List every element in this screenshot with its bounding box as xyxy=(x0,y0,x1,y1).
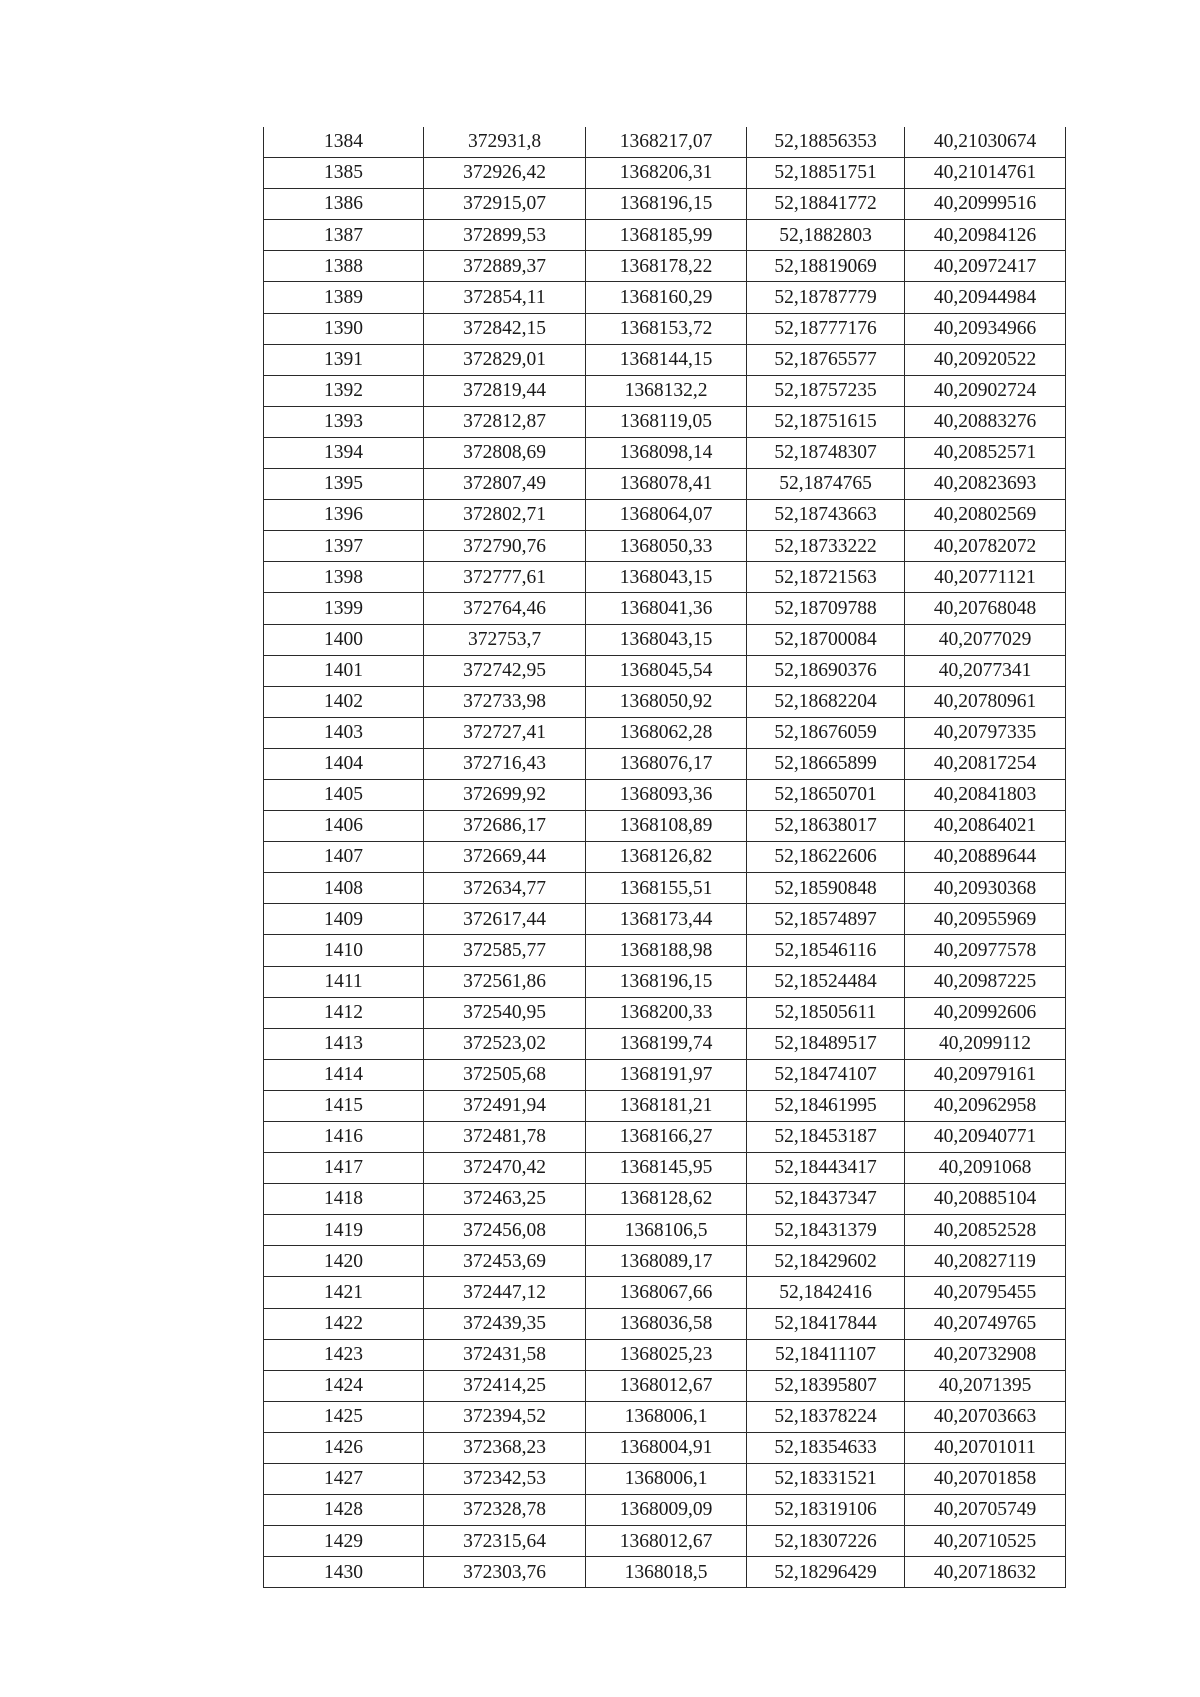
x-coordinate-cell: 372470,42 xyxy=(424,1153,586,1184)
longitude-cell: 40,20768048 xyxy=(905,593,1066,624)
longitude-cell: 40,20885104 xyxy=(905,1184,1066,1215)
longitude-cell: 40,20955969 xyxy=(905,904,1066,935)
point-number-cell: 1411 xyxy=(264,966,424,997)
longitude-cell: 40,20977578 xyxy=(905,935,1066,966)
longitude-cell: 40,20987225 xyxy=(905,966,1066,997)
longitude-cell: 40,20883276 xyxy=(905,406,1066,437)
x-coordinate-cell: 372414,25 xyxy=(424,1370,586,1401)
y-coordinate-cell: 1368006,1 xyxy=(586,1464,747,1495)
x-coordinate-cell: 372899,53 xyxy=(424,220,586,251)
latitude-cell: 52,18378224 xyxy=(747,1401,905,1432)
x-coordinate-cell: 372764,46 xyxy=(424,593,586,624)
latitude-cell: 52,18721563 xyxy=(747,562,905,593)
table-row xyxy=(264,1184,1066,1215)
longitude-cell: 40,20802569 xyxy=(905,500,1066,531)
y-coordinate-cell: 1368200,33 xyxy=(586,997,747,1028)
latitude-cell: 52,1842416 xyxy=(747,1277,905,1308)
point-number-cell: 1418 xyxy=(264,1184,424,1215)
y-coordinate-cell: 1368004,91 xyxy=(586,1432,747,1463)
x-coordinate-cell: 372802,71 xyxy=(424,500,586,531)
longitude-cell: 40,20817254 xyxy=(905,748,1066,779)
x-coordinate-cell: 372463,25 xyxy=(424,1184,586,1215)
y-coordinate-cell: 1368119,05 xyxy=(586,406,747,437)
longitude-cell: 40,20705749 xyxy=(905,1495,1066,1526)
table-row xyxy=(264,313,1066,344)
point-number-cell: 1409 xyxy=(264,904,424,935)
longitude-cell: 40,20795455 xyxy=(905,1277,1066,1308)
latitude-cell: 52,18437347 xyxy=(747,1184,905,1215)
longitude-cell: 40,20984126 xyxy=(905,220,1066,251)
x-coordinate-cell: 372481,78 xyxy=(424,1122,586,1153)
x-coordinate-cell: 372669,44 xyxy=(424,842,586,873)
table-row xyxy=(264,375,1066,406)
latitude-cell: 52,18574897 xyxy=(747,904,905,935)
x-coordinate-cell: 372585,77 xyxy=(424,935,586,966)
point-number-cell: 1387 xyxy=(264,220,424,251)
y-coordinate-cell: 1368144,15 xyxy=(586,344,747,375)
longitude-cell: 40,2099112 xyxy=(905,1028,1066,1059)
point-number-cell: 1422 xyxy=(264,1308,424,1339)
point-number-cell: 1408 xyxy=(264,873,424,904)
table-row xyxy=(264,344,1066,375)
y-coordinate-cell: 1368098,14 xyxy=(586,437,747,468)
table-row xyxy=(264,1090,1066,1121)
table-row xyxy=(264,531,1066,562)
y-coordinate-cell: 1368062,28 xyxy=(586,717,747,748)
longitude-cell: 40,20852528 xyxy=(905,1215,1066,1246)
x-coordinate-cell: 372328,78 xyxy=(424,1495,586,1526)
table-row xyxy=(264,500,1066,531)
point-number-cell: 1425 xyxy=(264,1401,424,1432)
latitude-cell: 52,18787779 xyxy=(747,282,905,313)
x-coordinate-cell: 372915,07 xyxy=(424,189,586,220)
y-coordinate-cell: 1368050,92 xyxy=(586,686,747,717)
latitude-cell: 52,18851751 xyxy=(747,158,905,189)
table-row xyxy=(264,1122,1066,1153)
point-number-cell: 1416 xyxy=(264,1122,424,1153)
latitude-cell: 52,18546116 xyxy=(747,935,905,966)
longitude-cell: 40,20749765 xyxy=(905,1308,1066,1339)
longitude-cell: 40,20718632 xyxy=(905,1557,1066,1588)
y-coordinate-cell: 1368132,2 xyxy=(586,375,747,406)
latitude-cell: 52,18443417 xyxy=(747,1153,905,1184)
latitude-cell: 52,18319106 xyxy=(747,1495,905,1526)
point-number-cell: 1407 xyxy=(264,842,424,873)
longitude-cell: 40,2077029 xyxy=(905,624,1066,655)
x-coordinate-cell: 372540,95 xyxy=(424,997,586,1028)
x-coordinate-cell: 372812,87 xyxy=(424,406,586,437)
x-coordinate-cell: 372742,95 xyxy=(424,655,586,686)
latitude-cell: 52,1882803 xyxy=(747,220,905,251)
y-coordinate-cell: 1368145,95 xyxy=(586,1153,747,1184)
x-coordinate-cell: 372889,37 xyxy=(424,251,586,282)
x-coordinate-cell: 372561,86 xyxy=(424,966,586,997)
y-coordinate-cell: 1368153,72 xyxy=(586,313,747,344)
table-row xyxy=(264,189,1066,220)
longitude-cell: 40,20902724 xyxy=(905,375,1066,406)
x-coordinate-cell: 372453,69 xyxy=(424,1246,586,1277)
point-number-cell: 1395 xyxy=(264,469,424,500)
latitude-cell: 52,18590848 xyxy=(747,873,905,904)
x-coordinate-cell: 372342,53 xyxy=(424,1464,586,1495)
y-coordinate-cell: 1368196,15 xyxy=(586,966,747,997)
latitude-cell: 52,18819069 xyxy=(747,251,905,282)
x-coordinate-cell: 372807,49 xyxy=(424,469,586,500)
table-row xyxy=(264,873,1066,904)
longitude-cell: 40,20992606 xyxy=(905,997,1066,1028)
latitude-cell: 52,18461995 xyxy=(747,1090,905,1121)
y-coordinate-cell: 1368155,51 xyxy=(586,873,747,904)
point-number-cell: 1394 xyxy=(264,437,424,468)
table-row xyxy=(264,1370,1066,1401)
point-number-cell: 1404 xyxy=(264,748,424,779)
latitude-cell: 52,18429602 xyxy=(747,1246,905,1277)
point-number-cell: 1428 xyxy=(264,1495,424,1526)
point-number-cell: 1430 xyxy=(264,1557,424,1588)
y-coordinate-cell: 1368025,23 xyxy=(586,1339,747,1370)
longitude-cell: 40,20701858 xyxy=(905,1464,1066,1495)
longitude-cell: 40,20771121 xyxy=(905,562,1066,593)
point-number-cell: 1415 xyxy=(264,1090,424,1121)
x-coordinate-cell: 372716,43 xyxy=(424,748,586,779)
latitude-cell: 52,18622606 xyxy=(747,842,905,873)
point-number-cell: 1402 xyxy=(264,686,424,717)
table-row xyxy=(264,1308,1066,1339)
table-row xyxy=(264,158,1066,189)
table-row xyxy=(264,717,1066,748)
latitude-cell: 52,18765577 xyxy=(747,344,905,375)
point-number-cell: 1417 xyxy=(264,1153,424,1184)
table-row xyxy=(264,220,1066,251)
table-row xyxy=(264,779,1066,810)
point-number-cell: 1393 xyxy=(264,406,424,437)
point-number-cell: 1405 xyxy=(264,779,424,810)
longitude-cell: 40,20999516 xyxy=(905,189,1066,220)
latitude-cell: 52,18665899 xyxy=(747,748,905,779)
latitude-cell: 52,18331521 xyxy=(747,1464,905,1495)
longitude-cell: 40,20920522 xyxy=(905,344,1066,375)
point-number-cell: 1400 xyxy=(264,624,424,655)
x-coordinate-cell: 372439,35 xyxy=(424,1308,586,1339)
x-coordinate-cell: 372854,11 xyxy=(424,282,586,313)
x-coordinate-cell: 372733,98 xyxy=(424,686,586,717)
y-coordinate-cell: 1368178,22 xyxy=(586,251,747,282)
x-coordinate-cell: 372931,8 xyxy=(424,127,586,158)
latitude-cell: 52,18638017 xyxy=(747,811,905,842)
x-coordinate-cell: 372790,76 xyxy=(424,531,586,562)
y-coordinate-cell: 1368067,66 xyxy=(586,1277,747,1308)
latitude-cell: 52,18676059 xyxy=(747,717,905,748)
longitude-cell: 40,20703663 xyxy=(905,1401,1066,1432)
longitude-cell: 40,20823693 xyxy=(905,469,1066,500)
latitude-cell: 52,18489517 xyxy=(747,1028,905,1059)
y-coordinate-cell: 1368106,5 xyxy=(586,1215,747,1246)
longitude-cell: 40,20864021 xyxy=(905,811,1066,842)
y-coordinate-cell: 1368173,44 xyxy=(586,904,747,935)
latitude-cell: 52,18650701 xyxy=(747,779,905,810)
longitude-cell: 40,20782072 xyxy=(905,531,1066,562)
point-number-cell: 1390 xyxy=(264,313,424,344)
latitude-cell: 52,18296429 xyxy=(747,1557,905,1588)
latitude-cell: 52,18395807 xyxy=(747,1370,905,1401)
x-coordinate-cell: 372777,61 xyxy=(424,562,586,593)
point-number-cell: 1403 xyxy=(264,717,424,748)
y-coordinate-cell: 1368078,41 xyxy=(586,469,747,500)
latitude-cell: 52,1874765 xyxy=(747,469,905,500)
y-coordinate-cell: 1368166,27 xyxy=(586,1122,747,1153)
table-row xyxy=(264,935,1066,966)
x-coordinate-cell: 372634,77 xyxy=(424,873,586,904)
table-row xyxy=(264,1495,1066,1526)
x-coordinate-cell: 372368,23 xyxy=(424,1432,586,1463)
latitude-cell: 52,18690376 xyxy=(747,655,905,686)
table-row xyxy=(264,1401,1066,1432)
latitude-cell: 52,18474107 xyxy=(747,1059,905,1090)
y-coordinate-cell: 1368076,17 xyxy=(586,748,747,779)
longitude-cell: 40,2091068 xyxy=(905,1153,1066,1184)
point-number-cell: 1385 xyxy=(264,158,424,189)
latitude-cell: 52,18524484 xyxy=(747,966,905,997)
table-row xyxy=(264,1246,1066,1277)
y-coordinate-cell: 1368043,15 xyxy=(586,562,747,593)
latitude-cell: 52,18682204 xyxy=(747,686,905,717)
longitude-cell: 40,20841803 xyxy=(905,779,1066,810)
longitude-cell: 40,20972417 xyxy=(905,251,1066,282)
point-number-cell: 1401 xyxy=(264,655,424,686)
longitude-cell: 40,20797335 xyxy=(905,717,1066,748)
y-coordinate-cell: 1368093,36 xyxy=(586,779,747,810)
point-number-cell: 1396 xyxy=(264,500,424,531)
y-coordinate-cell: 1368041,36 xyxy=(586,593,747,624)
y-coordinate-cell: 1368089,17 xyxy=(586,1246,747,1277)
y-coordinate-cell: 1368006,1 xyxy=(586,1401,747,1432)
latitude-cell: 52,18777176 xyxy=(747,313,905,344)
coordinates-table xyxy=(263,127,1066,1588)
x-coordinate-cell: 372617,44 xyxy=(424,904,586,935)
point-number-cell: 1413 xyxy=(264,1028,424,1059)
point-number-cell: 1426 xyxy=(264,1432,424,1463)
point-number-cell: 1399 xyxy=(264,593,424,624)
table-row xyxy=(264,904,1066,935)
point-number-cell: 1398 xyxy=(264,562,424,593)
latitude-cell: 52,18757235 xyxy=(747,375,905,406)
table-row xyxy=(264,1464,1066,1495)
latitude-cell: 52,18505611 xyxy=(747,997,905,1028)
latitude-cell: 52,18700084 xyxy=(747,624,905,655)
latitude-cell: 52,18411107 xyxy=(747,1339,905,1370)
coordinates-table-body xyxy=(264,127,1066,1588)
x-coordinate-cell: 372819,44 xyxy=(424,375,586,406)
x-coordinate-cell: 372523,02 xyxy=(424,1028,586,1059)
y-coordinate-cell: 1368036,58 xyxy=(586,1308,747,1339)
table-row xyxy=(264,1059,1066,1090)
latitude-cell: 52,18743663 xyxy=(747,500,905,531)
x-coordinate-cell: 372491,94 xyxy=(424,1090,586,1121)
longitude-cell: 40,20827119 xyxy=(905,1246,1066,1277)
table-row xyxy=(264,406,1066,437)
point-number-cell: 1414 xyxy=(264,1059,424,1090)
point-number-cell: 1410 xyxy=(264,935,424,966)
table-row xyxy=(264,251,1066,282)
y-coordinate-cell: 1368012,67 xyxy=(586,1370,747,1401)
x-coordinate-cell: 372808,69 xyxy=(424,437,586,468)
table-row xyxy=(264,997,1066,1028)
point-number-cell: 1384 xyxy=(264,127,424,158)
point-number-cell: 1423 xyxy=(264,1339,424,1370)
y-coordinate-cell: 1368009,09 xyxy=(586,1495,747,1526)
longitude-cell: 40,20979161 xyxy=(905,1059,1066,1090)
latitude-cell: 52,18751615 xyxy=(747,406,905,437)
x-coordinate-cell: 372447,12 xyxy=(424,1277,586,1308)
y-coordinate-cell: 1368012,67 xyxy=(586,1526,747,1557)
y-coordinate-cell: 1368181,21 xyxy=(586,1090,747,1121)
x-coordinate-cell: 372699,92 xyxy=(424,779,586,810)
longitude-cell: 40,20889644 xyxy=(905,842,1066,873)
table-row xyxy=(264,1277,1066,1308)
table-row xyxy=(264,593,1066,624)
y-coordinate-cell: 1368160,29 xyxy=(586,282,747,313)
longitude-cell: 40,2071395 xyxy=(905,1370,1066,1401)
y-coordinate-cell: 1368191,97 xyxy=(586,1059,747,1090)
x-coordinate-cell: 372456,08 xyxy=(424,1215,586,1246)
point-number-cell: 1429 xyxy=(264,1526,424,1557)
longitude-cell: 40,20780961 xyxy=(905,686,1066,717)
x-coordinate-cell: 372431,58 xyxy=(424,1339,586,1370)
longitude-cell: 40,20962958 xyxy=(905,1090,1066,1121)
table-row xyxy=(264,1432,1066,1463)
latitude-cell: 52,18307226 xyxy=(747,1526,905,1557)
point-number-cell: 1406 xyxy=(264,811,424,842)
x-coordinate-cell: 372727,41 xyxy=(424,717,586,748)
latitude-cell: 52,18354633 xyxy=(747,1432,905,1463)
y-coordinate-cell: 1368199,74 xyxy=(586,1028,747,1059)
latitude-cell: 52,18709788 xyxy=(747,593,905,624)
y-coordinate-cell: 1368126,82 xyxy=(586,842,747,873)
table-row xyxy=(264,842,1066,873)
point-number-cell: 1427 xyxy=(264,1464,424,1495)
latitude-cell: 52,18748307 xyxy=(747,437,905,468)
point-number-cell: 1412 xyxy=(264,997,424,1028)
longitude-cell: 40,20701011 xyxy=(905,1432,1066,1463)
longitude-cell: 40,20710525 xyxy=(905,1526,1066,1557)
table-row xyxy=(264,1153,1066,1184)
longitude-cell: 40,20930368 xyxy=(905,873,1066,904)
latitude-cell: 52,18856353 xyxy=(747,127,905,158)
y-coordinate-cell: 1368043,15 xyxy=(586,624,747,655)
point-number-cell: 1421 xyxy=(264,1277,424,1308)
table-row xyxy=(264,1557,1066,1588)
table-row xyxy=(264,1526,1066,1557)
table-row xyxy=(264,127,1066,158)
x-coordinate-cell: 372394,52 xyxy=(424,1401,586,1432)
table-row xyxy=(264,748,1066,779)
point-number-cell: 1424 xyxy=(264,1370,424,1401)
latitude-cell: 52,18841772 xyxy=(747,189,905,220)
point-number-cell: 1420 xyxy=(264,1246,424,1277)
x-coordinate-cell: 372505,68 xyxy=(424,1059,586,1090)
x-coordinate-cell: 372753,7 xyxy=(424,624,586,655)
latitude-cell: 52,18431379 xyxy=(747,1215,905,1246)
longitude-cell: 40,20940771 xyxy=(905,1122,1066,1153)
point-number-cell: 1389 xyxy=(264,282,424,313)
longitude-cell: 40,2077341 xyxy=(905,655,1066,686)
point-number-cell: 1386 xyxy=(264,189,424,220)
table-row xyxy=(264,624,1066,655)
y-coordinate-cell: 1368188,98 xyxy=(586,935,747,966)
x-coordinate-cell: 372686,17 xyxy=(424,811,586,842)
x-coordinate-cell: 372315,64 xyxy=(424,1526,586,1557)
y-coordinate-cell: 1368045,54 xyxy=(586,655,747,686)
table-row xyxy=(264,1028,1066,1059)
y-coordinate-cell: 1368018,5 xyxy=(586,1557,747,1588)
longitude-cell: 40,20732908 xyxy=(905,1339,1066,1370)
x-coordinate-cell: 372926,42 xyxy=(424,158,586,189)
latitude-cell: 52,18453187 xyxy=(747,1122,905,1153)
longitude-cell: 40,20852571 xyxy=(905,437,1066,468)
y-coordinate-cell: 1368196,15 xyxy=(586,189,747,220)
longitude-cell: 40,20934966 xyxy=(905,313,1066,344)
x-coordinate-cell: 372842,15 xyxy=(424,313,586,344)
latitude-cell: 52,18417844 xyxy=(747,1308,905,1339)
y-coordinate-cell: 1368064,07 xyxy=(586,500,747,531)
y-coordinate-cell: 1368108,89 xyxy=(586,811,747,842)
y-coordinate-cell: 1368050,33 xyxy=(586,531,747,562)
point-number-cell: 1392 xyxy=(264,375,424,406)
table-row xyxy=(264,1215,1066,1246)
table-row xyxy=(264,1339,1066,1370)
longitude-cell: 40,21030674 xyxy=(905,127,1066,158)
y-coordinate-cell: 1368128,62 xyxy=(586,1184,747,1215)
point-number-cell: 1397 xyxy=(264,531,424,562)
table-row xyxy=(264,655,1066,686)
table-row xyxy=(264,437,1066,468)
table-row xyxy=(264,811,1066,842)
y-coordinate-cell: 1368217,07 xyxy=(586,127,747,158)
table-row xyxy=(264,562,1066,593)
table-row xyxy=(264,469,1066,500)
table-row xyxy=(264,282,1066,313)
point-number-cell: 1391 xyxy=(264,344,424,375)
x-coordinate-cell: 372829,01 xyxy=(424,344,586,375)
longitude-cell: 40,20944984 xyxy=(905,282,1066,313)
y-coordinate-cell: 1368185,99 xyxy=(586,220,747,251)
table-row xyxy=(264,686,1066,717)
x-coordinate-cell: 372303,76 xyxy=(424,1557,586,1588)
longitude-cell: 40,21014761 xyxy=(905,158,1066,189)
latitude-cell: 52,18733222 xyxy=(747,531,905,562)
point-number-cell: 1388 xyxy=(264,251,424,282)
point-number-cell: 1419 xyxy=(264,1215,424,1246)
y-coordinate-cell: 1368206,31 xyxy=(586,158,747,189)
table-row xyxy=(264,966,1066,997)
